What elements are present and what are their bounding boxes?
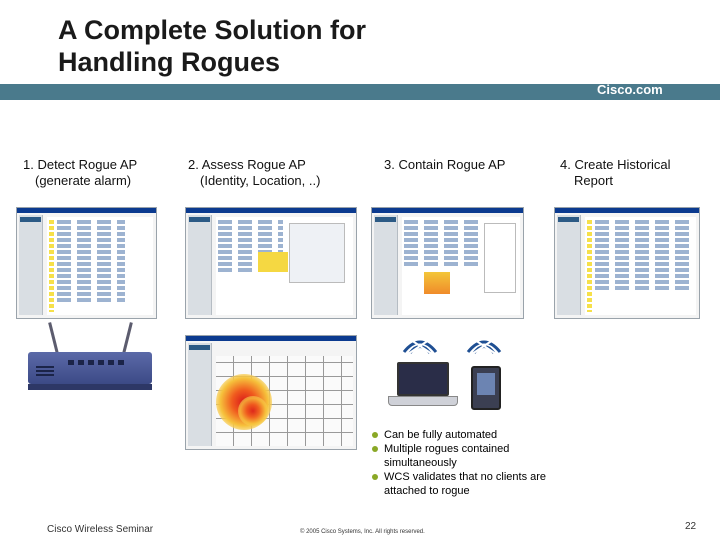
detect-screenshot: [16, 207, 157, 319]
list-item: Can be fully automated: [372, 428, 572, 442]
step-contain: [384, 157, 534, 173]
list-item: WCS validates that no clients are attached to rogue: [372, 470, 572, 498]
step-assess-title: 2. Assess Rogue AP: [188, 157, 306, 172]
blocked-wireless-icon: [400, 334, 440, 356]
brand-link[interactable]: Cisco.com: [597, 82, 663, 97]
slide-title-line-2: Handling Rogues: [58, 47, 280, 77]
slide-title: [58, 14, 498, 78]
bullet-icon: [372, 446, 378, 452]
bullet-icon: [372, 432, 378, 438]
router-antenna-right: [122, 322, 133, 354]
contain-screenshot: [371, 207, 524, 319]
report-screenshot: [554, 207, 700, 319]
laptop-icon: [397, 362, 449, 396]
step-contain-title: 3. Contain Rogue AP: [384, 157, 506, 172]
step-report-title: 4. Create Historical: [560, 157, 671, 172]
footer-copyright: © 2005 Cisco Systems, Inc. All rights reserved.: [300, 529, 425, 535]
rogue-access-point-icon: [28, 352, 152, 384]
router-antenna-left: [48, 322, 59, 354]
list-item: Multiple rogues contained simultaneously: [372, 442, 572, 470]
step-report-subtitle: Report: [574, 173, 614, 188]
step-detect: [23, 157, 163, 189]
bullet-icon: [372, 474, 378, 480]
location-heatmap-screenshot: [185, 335, 357, 450]
slide-title-line-1: A Complete Solution for: [58, 15, 366, 45]
step-assess: [188, 157, 358, 189]
footer-seminar: Cisco Wireless Seminar: [47, 524, 154, 535]
step-detect-title: 1. Detect Rogue AP: [23, 157, 138, 172]
page-number: 22: [685, 521, 697, 532]
blocked-wireless-icon: [464, 334, 504, 356]
laptop-base: [388, 396, 458, 406]
router-front-panel: [28, 384, 152, 390]
step-assess-subtitle: (Identity, Location, ..): [200, 173, 321, 188]
step-report: [560, 157, 710, 189]
assess-screenshot: [185, 207, 357, 319]
benefits-list: [372, 428, 572, 498]
step-detect-subtitle: (generate alarm): [35, 173, 132, 188]
pda-icon: [471, 366, 501, 410]
